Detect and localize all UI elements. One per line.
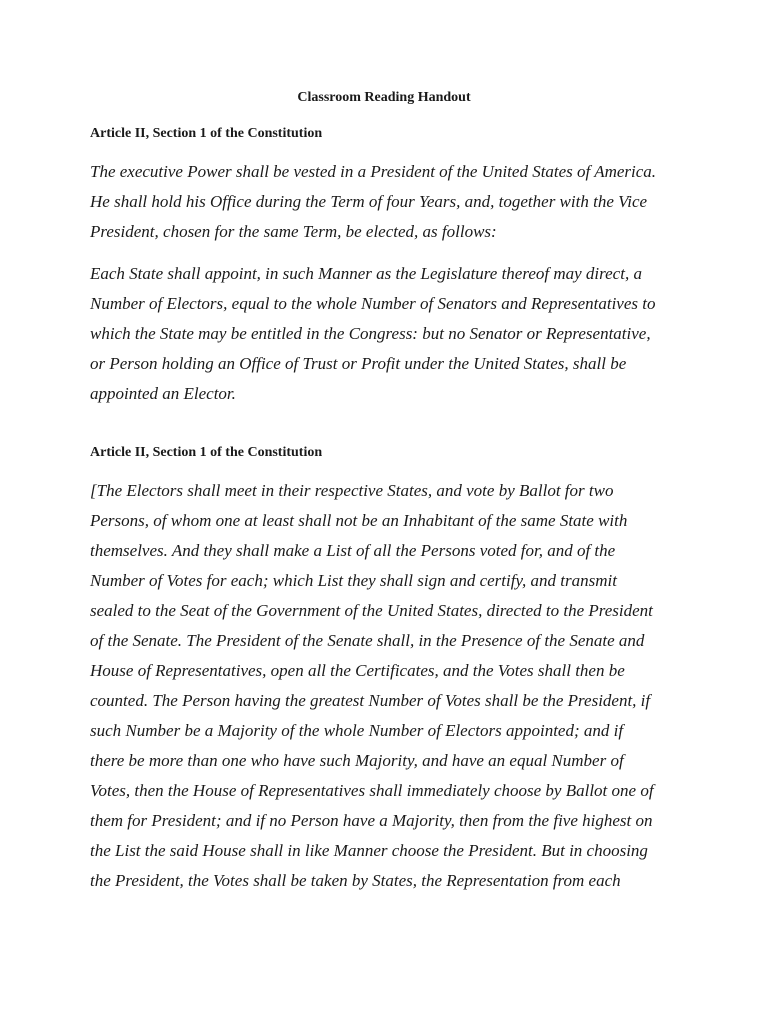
paragraph-line: Number of Votes for each; which List they shall sign and certify, and transmit: [90, 571, 617, 590]
paragraph-line: such Number be a Majority of the whole Number of Electors appointed; and if: [90, 721, 624, 740]
paragraph-line: them for President; and if no Person have a Majority, then from the five highest on: [90, 811, 653, 830]
paragraph-line: [The Electors shall meet in their respective States, and vote by Ballot for two: [90, 481, 614, 500]
paragraph-line: or Person holding an Office of Trust or Profit under the United States, shall be: [90, 354, 627, 373]
paragraph-line: The executive Power shall be vested in a President of the United States of America.: [90, 162, 657, 181]
paragraph-line: the President, the Votes shall be taken by States, the Representation from each: [90, 871, 621, 890]
paragraph-line: Each State shall appoint, in such Manner as the Legislature thereof may direct, a: [90, 264, 642, 283]
paragraph-1: [90, 157, 690, 247]
section-heading-1: Article II, Section 1 of the Constitution: [90, 126, 323, 141]
paragraph-line: Votes, then the House of Representatives shall immediately choose by Ballot one of: [90, 781, 654, 800]
paragraph-line: sealed to the Seat of the Government of the United States, directed to the President: [90, 601, 653, 620]
paragraph-line: President, chosen for the same Term, be elected, as follows:: [90, 222, 497, 241]
paragraph-line: which the State may be entitled in the Congress: but no Senator or Representative,: [90, 324, 651, 343]
paragraph-line: the List the said House shall in like Manner choose the President. But in choosing: [90, 841, 648, 860]
paragraph-3: [90, 476, 690, 896]
paragraph-line: there be more than one who have such Majority, and have an equal Number of: [90, 751, 624, 770]
paragraph-line: He shall hold his Office during the Term of four Years, and, together with the Vice: [90, 192, 648, 211]
paragraph-line: counted. The Person having the greatest Number of Votes shall be the President, if: [90, 691, 651, 710]
paragraph-line: Number of Electors, equal to the whole Number of Senators and Representatives to: [90, 294, 656, 313]
paragraph-2: [90, 259, 690, 409]
paragraph-line: themselves. And they shall make a List of all the Persons voted for, and of the: [90, 541, 616, 560]
section-heading-2: Article II, Section 1 of the Constitution: [90, 445, 323, 460]
paragraph-line: House of Representatives, open all the Certificates, and the Votes shall then be: [90, 661, 625, 680]
paragraph-line: of the Senate. The President of the Senate shall, in the Presence of the Senate and: [90, 631, 645, 650]
paragraph-line: Persons, of whom one at least shall not be an Inhabitant of the same State with: [90, 511, 628, 530]
paragraph-line: appointed an Elector.: [90, 384, 236, 403]
document-title: Classroom Reading Handout: [297, 90, 471, 105]
